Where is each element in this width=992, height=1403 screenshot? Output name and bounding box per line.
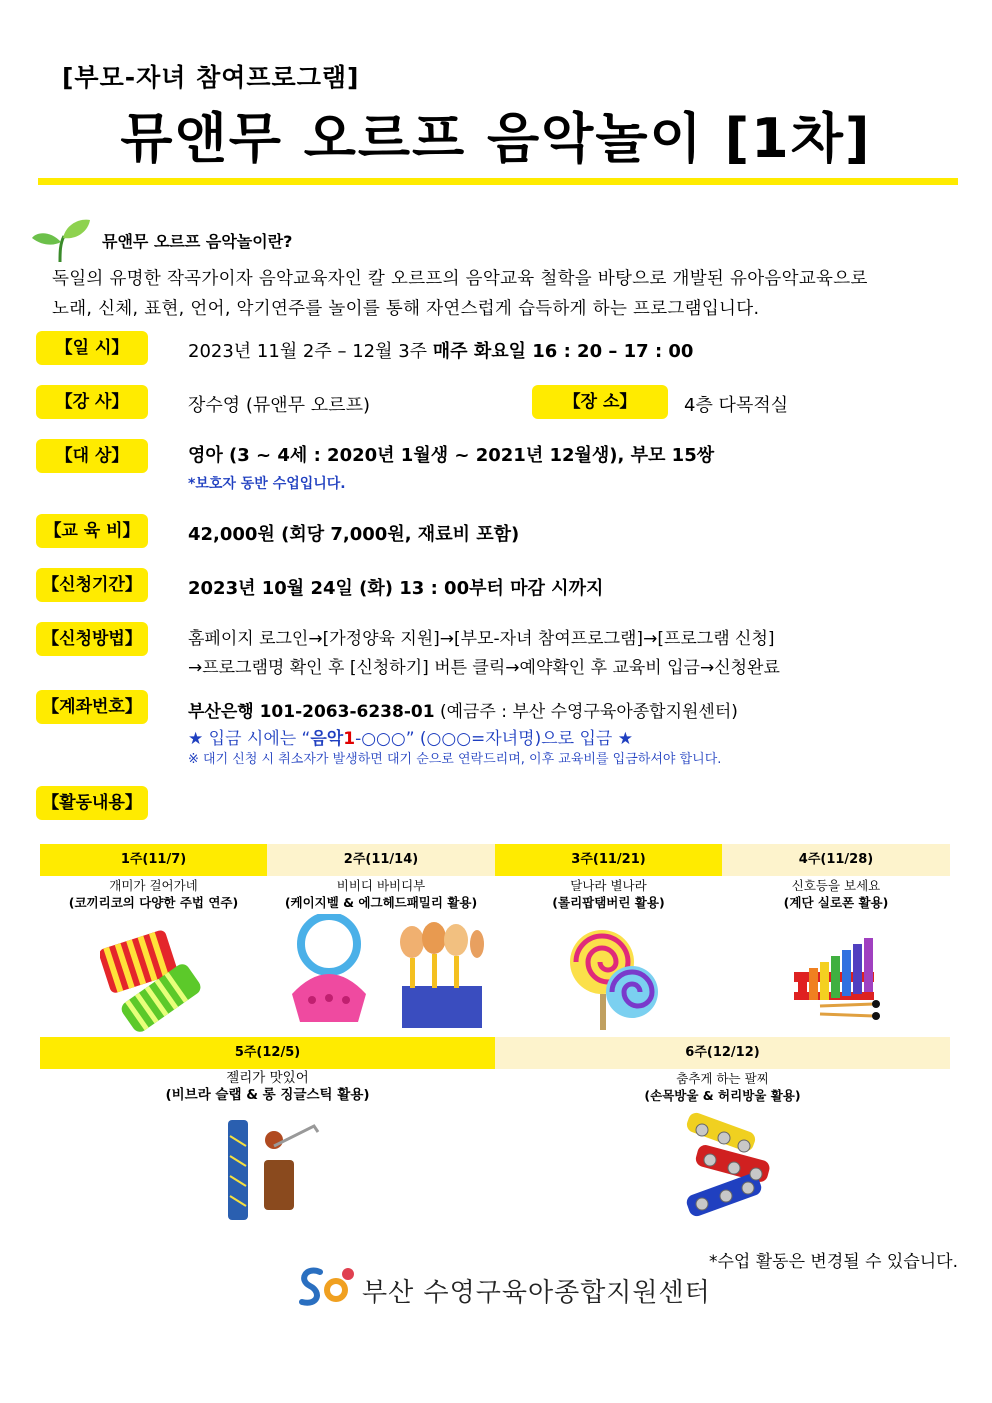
intro-line-2: 노래, 신체, 표현, 언어, 악기연주를 놀이를 통해 자연스럽게 습득하게 하는 프로그램입니다. bbox=[52, 299, 760, 319]
date-weekly-time: 매주 화요일 16 : 20 – 17 : 00 bbox=[432, 341, 694, 362]
title-underline bbox=[38, 178, 958, 185]
intro-text bbox=[52, 264, 964, 324]
week-1-activity bbox=[40, 877, 267, 911]
week-3-desc: (롤리팝탬버린 활용) bbox=[552, 895, 665, 910]
deposit-part-a: ★ 입금 시에는 “ bbox=[188, 729, 311, 749]
cage-bell-eggheads-image bbox=[284, 914, 484, 1032]
intro-heading: 뮤앤무 오르프 음악놀이란? bbox=[102, 232, 293, 251]
waiting-note: ※ 대기 신청 시 취소자가 발생하면 대기 순으로 연락드리며, 이후 교육비를 입금하셔야 합니다. bbox=[188, 752, 722, 767]
target-value: 영아 (3 ~ 4세 : 2020년 1월생 ~ 2021년 12월생), 부모 15쌍 bbox=[188, 445, 715, 466]
cabasa-instrument-image bbox=[100, 920, 210, 1032]
deposit-part-c: 1 bbox=[343, 729, 356, 749]
place-label: 【장 소】 bbox=[532, 385, 668, 419]
week-3-title: 달나라 별나라 bbox=[570, 878, 647, 893]
week-5-header: 5주(12/5) bbox=[40, 1037, 495, 1069]
period-value: 2023년 10월 24일 (화) 13 : 00부터 마감 시까지 bbox=[188, 578, 604, 599]
week-6-title: 춤추게 하는 팔찌 bbox=[676, 1071, 769, 1086]
deposit-instruction bbox=[188, 724, 633, 749]
sprout-icon bbox=[30, 218, 92, 264]
program-category: [부모-자녀 참여프로그램] bbox=[62, 63, 360, 92]
intro-line-1: 독일의 유명한 작곡가이자 음악교육자인 칼 오르프의 음악교육 철학을 바탕으로 개발된 유아음악교육으로 bbox=[52, 269, 868, 289]
week-6-desc: (손목방울 & 허리방울 활용) bbox=[644, 1088, 801, 1103]
activities-label: 【활동내용】 bbox=[36, 786, 148, 820]
week-6-activity bbox=[495, 1070, 950, 1104]
week-4-title: 신호등을 보세요 bbox=[791, 878, 881, 893]
date-label: 【일 시】 bbox=[36, 331, 148, 365]
lollipop-tambourine-image bbox=[564, 918, 664, 1032]
step-xylophone-image bbox=[790, 932, 890, 1022]
week-2-title: 비비디 바비디부 bbox=[336, 878, 426, 893]
instructor-value: 장수영 (뮤앤무 오르프) bbox=[188, 395, 370, 416]
target-label: 【대 상】 bbox=[36, 439, 148, 473]
method-step-1: 홈페이지 로그인→[가정양육 지원]→[부모-자녀 참여프로그램]→[프로그램 신청] bbox=[188, 629, 775, 649]
center-name: 부산 수영구육아종합지원센터 bbox=[362, 1278, 711, 1308]
method-label: 【신청방법】 bbox=[36, 622, 148, 656]
account-holder: (예금주 : 부산 수영구육아종합지원센터) bbox=[434, 702, 738, 722]
date-range: 2023년 11월 2주 – 12월 3주 bbox=[188, 341, 433, 362]
week-3-activity bbox=[495, 877, 722, 911]
center-logo-icon bbox=[296, 1264, 358, 1312]
place-value: 4층 다목적실 bbox=[684, 395, 789, 416]
change-notice: *수업 활동은 변경될 수 있습니다. bbox=[708, 1252, 958, 1272]
week-2-header: 2주(11/14) bbox=[267, 844, 495, 876]
week-4-header: 4주(11/28) bbox=[722, 844, 950, 876]
week-6-header: 6주(12/12) bbox=[495, 1037, 950, 1069]
week-1-desc: (코끼리코의 다양한 주법 연주) bbox=[68, 895, 239, 910]
week-2-desc: (케이지벨 & 에그헤드패밀리 활용) bbox=[284, 895, 478, 910]
instructor-label: 【강 사】 bbox=[36, 385, 148, 419]
account-label: 【계좌번호】 bbox=[36, 690, 148, 724]
fee-label: 【교 육 비】 bbox=[36, 514, 148, 548]
week-5-desc: (비브라 슬랩 & 롱 징글스틱 활용) bbox=[165, 1087, 370, 1103]
vibraslap-jinglestick-image bbox=[222, 1116, 332, 1222]
deposit-part-d: -○○○” (○○○=자녀명)으로 입금 ★ bbox=[355, 729, 633, 749]
week-1-header: 1주(11/7) bbox=[40, 844, 267, 876]
week-2-activity bbox=[267, 877, 495, 911]
page-title: 뮤앤무 오르프 음악놀이 [1차] bbox=[120, 107, 872, 170]
week-5-activity bbox=[40, 1070, 495, 1104]
week-5-title: 젤리가 맛있어 bbox=[226, 1070, 309, 1086]
week-1-title: 개미가 걸어가네 bbox=[109, 878, 198, 893]
fee-value: 42,000원 (회당 7,000원, 재료비 포함) bbox=[188, 524, 520, 545]
account-number: 부산은행 101-2063-6238-01 bbox=[188, 702, 435, 722]
account-value bbox=[188, 697, 738, 722]
week-4-desc: (계단 실로폰 활용) bbox=[783, 895, 889, 910]
week-3-header: 3주(11/21) bbox=[495, 844, 722, 876]
deposit-part-b: 음악 bbox=[310, 729, 344, 749]
method-step-2: →프로그램명 확인 후 [신청하기] 버튼 클릭→예약확인 후 교육비 입금→신청완료 bbox=[188, 658, 780, 678]
wrist-bells-image bbox=[676, 1112, 776, 1222]
target-note: *보호자 동반 수업입니다. bbox=[188, 476, 346, 492]
week-4-activity bbox=[722, 877, 950, 911]
date-value bbox=[188, 337, 693, 363]
period-label: 【신청기간】 bbox=[36, 568, 148, 602]
